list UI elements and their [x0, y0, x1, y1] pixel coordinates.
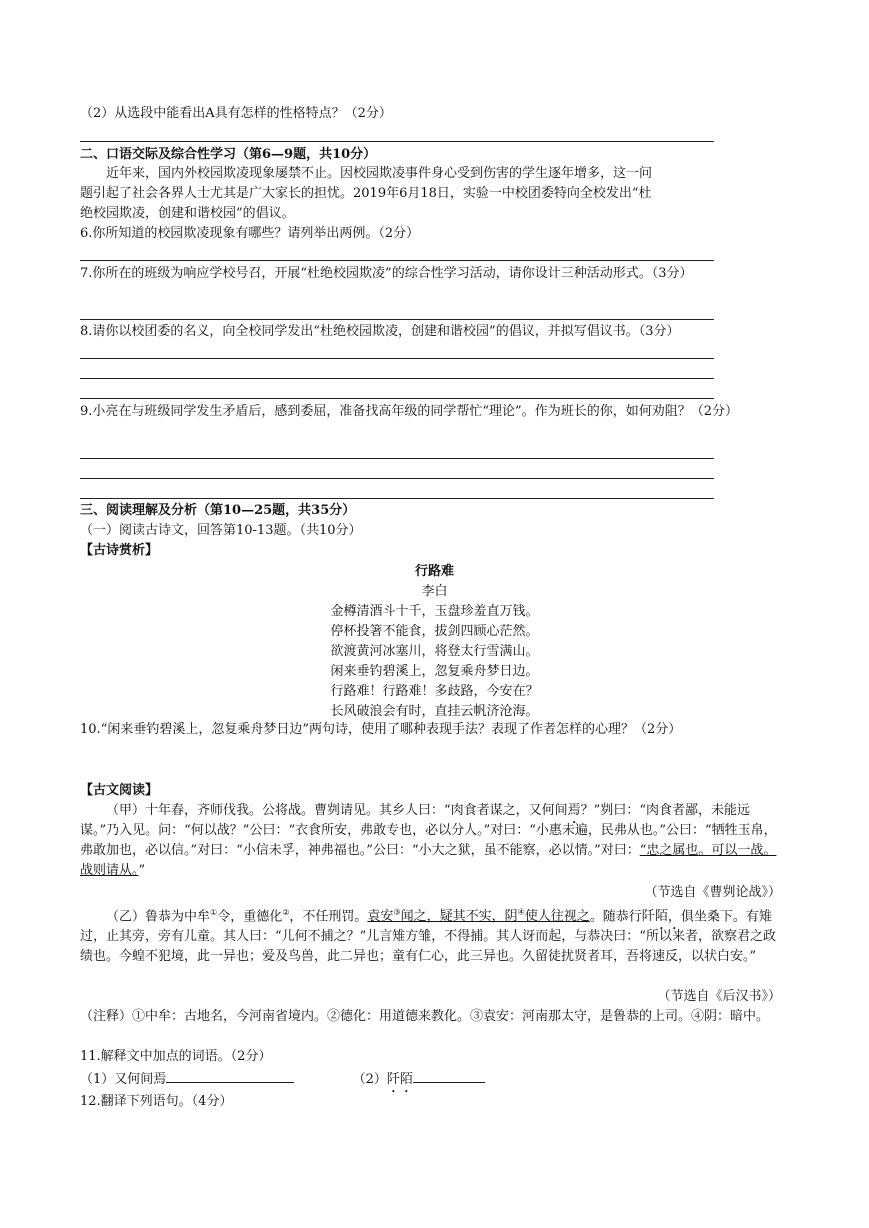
question-7: 7.你所在的班级为响应学校号召，开展“杜绝校园欺凌”的综合性学习活动，请你设计三种活动形式。（3分） [80, 266, 693, 281]
answer-blank[interactable] [166, 1068, 294, 1083]
passage-yi: （乙）鲁恭为中牟①令，重德化②，不任刑罚。袁安③闻之，疑其不实，阴④使人往视之。随恭行阡陌，俱坐桑下。有雉过，止其旁，旁有儿童。其人曰：“儿何不捕之？”儿言雉方雏，不得捕。其人讶而起，与恭决曰：“所以来者，欲察君之政绩也。今蝗不犯境，此一异也；爱及鸟兽，此二异也；童有仁心，此三异也。久留徒扰贤者耳，吾将速反，以状白安。” [80, 908, 776, 965]
poem-section-label: 【古诗赏析】 [80, 543, 159, 558]
poem-line: 闲来垂钓碧溪上，忽复乘舟梦日边。 [330, 664, 539, 679]
poem-line: 停杯投箸不能食，拔剑四顾心茫然。 [330, 624, 539, 639]
answer-line [80, 478, 714, 479]
answer-line [80, 319, 714, 320]
question-12: 12.翻译下列语句。（4分） [80, 1094, 233, 1109]
part-1-instructions: （一）阅读古诗文，回答第10-13题。（共10分） [80, 523, 362, 538]
answer-line [80, 398, 714, 399]
answer-line [80, 141, 714, 142]
question-11: 11.解释文中加点的词语。（2分） [80, 1049, 272, 1064]
question-9: 9.小亮在与班级同学发生矛盾后，感到委屈，准备找高年级的同学帮忙“理论”。作为班长的你，如何劝阻？（2分） [80, 404, 738, 419]
annotations: （注释）①中牟：古地名，今河南省境内。②德化：用道德来教化。③袁安：河南那太守，是鲁恭的上司。④阴：暗中。 [80, 1009, 770, 1024]
dotted-word: 陌 [654, 909, 668, 925]
dotted-word: 阡 [641, 909, 655, 925]
dotted-word: 间 [554, 803, 568, 818]
answer-line [80, 498, 714, 499]
underlined-sentence: “忠之属也。可以一战。战则请从。 [80, 843, 777, 878]
poem-line: 金樽清酒斗十千，玉盘珍羞直万钱。 [330, 604, 539, 619]
passage-jia: （甲）十年春，齐师伐我。公将战。曹刿请见。其乡人曰：“肉食者谋之，又何间焉？”刿曰：“肉食者鄙，未能远谋。”乃入见。问：“何以战？”公曰：“衣食所安，弗敢专也，必以分人。”对曰：“小惠未遍，民弗从也。”公曰：“牺牲玉帛，弗敢加也，必以信。”对曰：“小信未孚，神弗福也。”公曰：“小大之狱，虽不能察，必以情。”对曰：“忠之属也。可以一战。战则请从。” [80, 803, 777, 878]
poem-line: 行路难！行路难！多歧路，今安在？ [330, 684, 539, 699]
source-jia: （节选自《曹刿论战》） [644, 885, 781, 900]
section-2-heading: 二、口语交际及综合性学习（第6—9题，共10分） [80, 147, 377, 162]
poem-line: 欲渡黄河冰塞川，将登太行雪满山。 [330, 644, 539, 659]
question-5-2: （2）从选段中能看出A具有怎样的性格特点？（2分） [80, 106, 392, 121]
section-3-heading: 三、阅读理解及分析（第10—25题，共35分） [80, 503, 356, 518]
question-11-items: （1）又何间焉 （2）阡陌 [80, 1068, 715, 1090]
question-10: 10.“闲来垂钓碧溪上，忽复乘舟梦日边”两句诗，使用了哪种表现手法？表现了作者怎样的心理？（2分） [80, 722, 682, 737]
section-2-intro: 近年来，国内外校园欺凌现象屡禁不止。因校园欺凌事件身心受到伤害的学生逐年增多，这一问题引起了社会各界人士尤其是广大家长的担忧。2019年6月18日，实验一中校团委特向全校发出“杜绝校园欺凌，创建和谐校园”的倡议。 [80, 166, 653, 221]
question-8: 8.请你以校团委的名义，向全校同学发出“杜绝校园欺凌，创建和谐校园”的倡议，并拟写倡议书。（3分） [80, 324, 680, 339]
poem-title: 行路难 [414, 564, 454, 579]
answer-line [80, 458, 714, 459]
poem-line: 长风破浪会有时，直挂云帆济沧海。 [330, 704, 539, 719]
question-6: 6.你所知道的校园欺凌现象有哪些？请列举出两例。（2分） [80, 226, 420, 241]
answer-line [80, 378, 714, 379]
answer-blank[interactable] [413, 1068, 485, 1083]
prose-section-label: 【古文阅读】 [80, 783, 159, 798]
underlined-sentence: 袁安③闻之，疑其不实，阴④使人往视之 [367, 908, 590, 925]
source-yi: （节选自《后汉书》） [657, 989, 781, 1004]
answer-line [80, 358, 714, 359]
poem-author: 李白 [421, 584, 448, 599]
answer-line [80, 260, 714, 261]
